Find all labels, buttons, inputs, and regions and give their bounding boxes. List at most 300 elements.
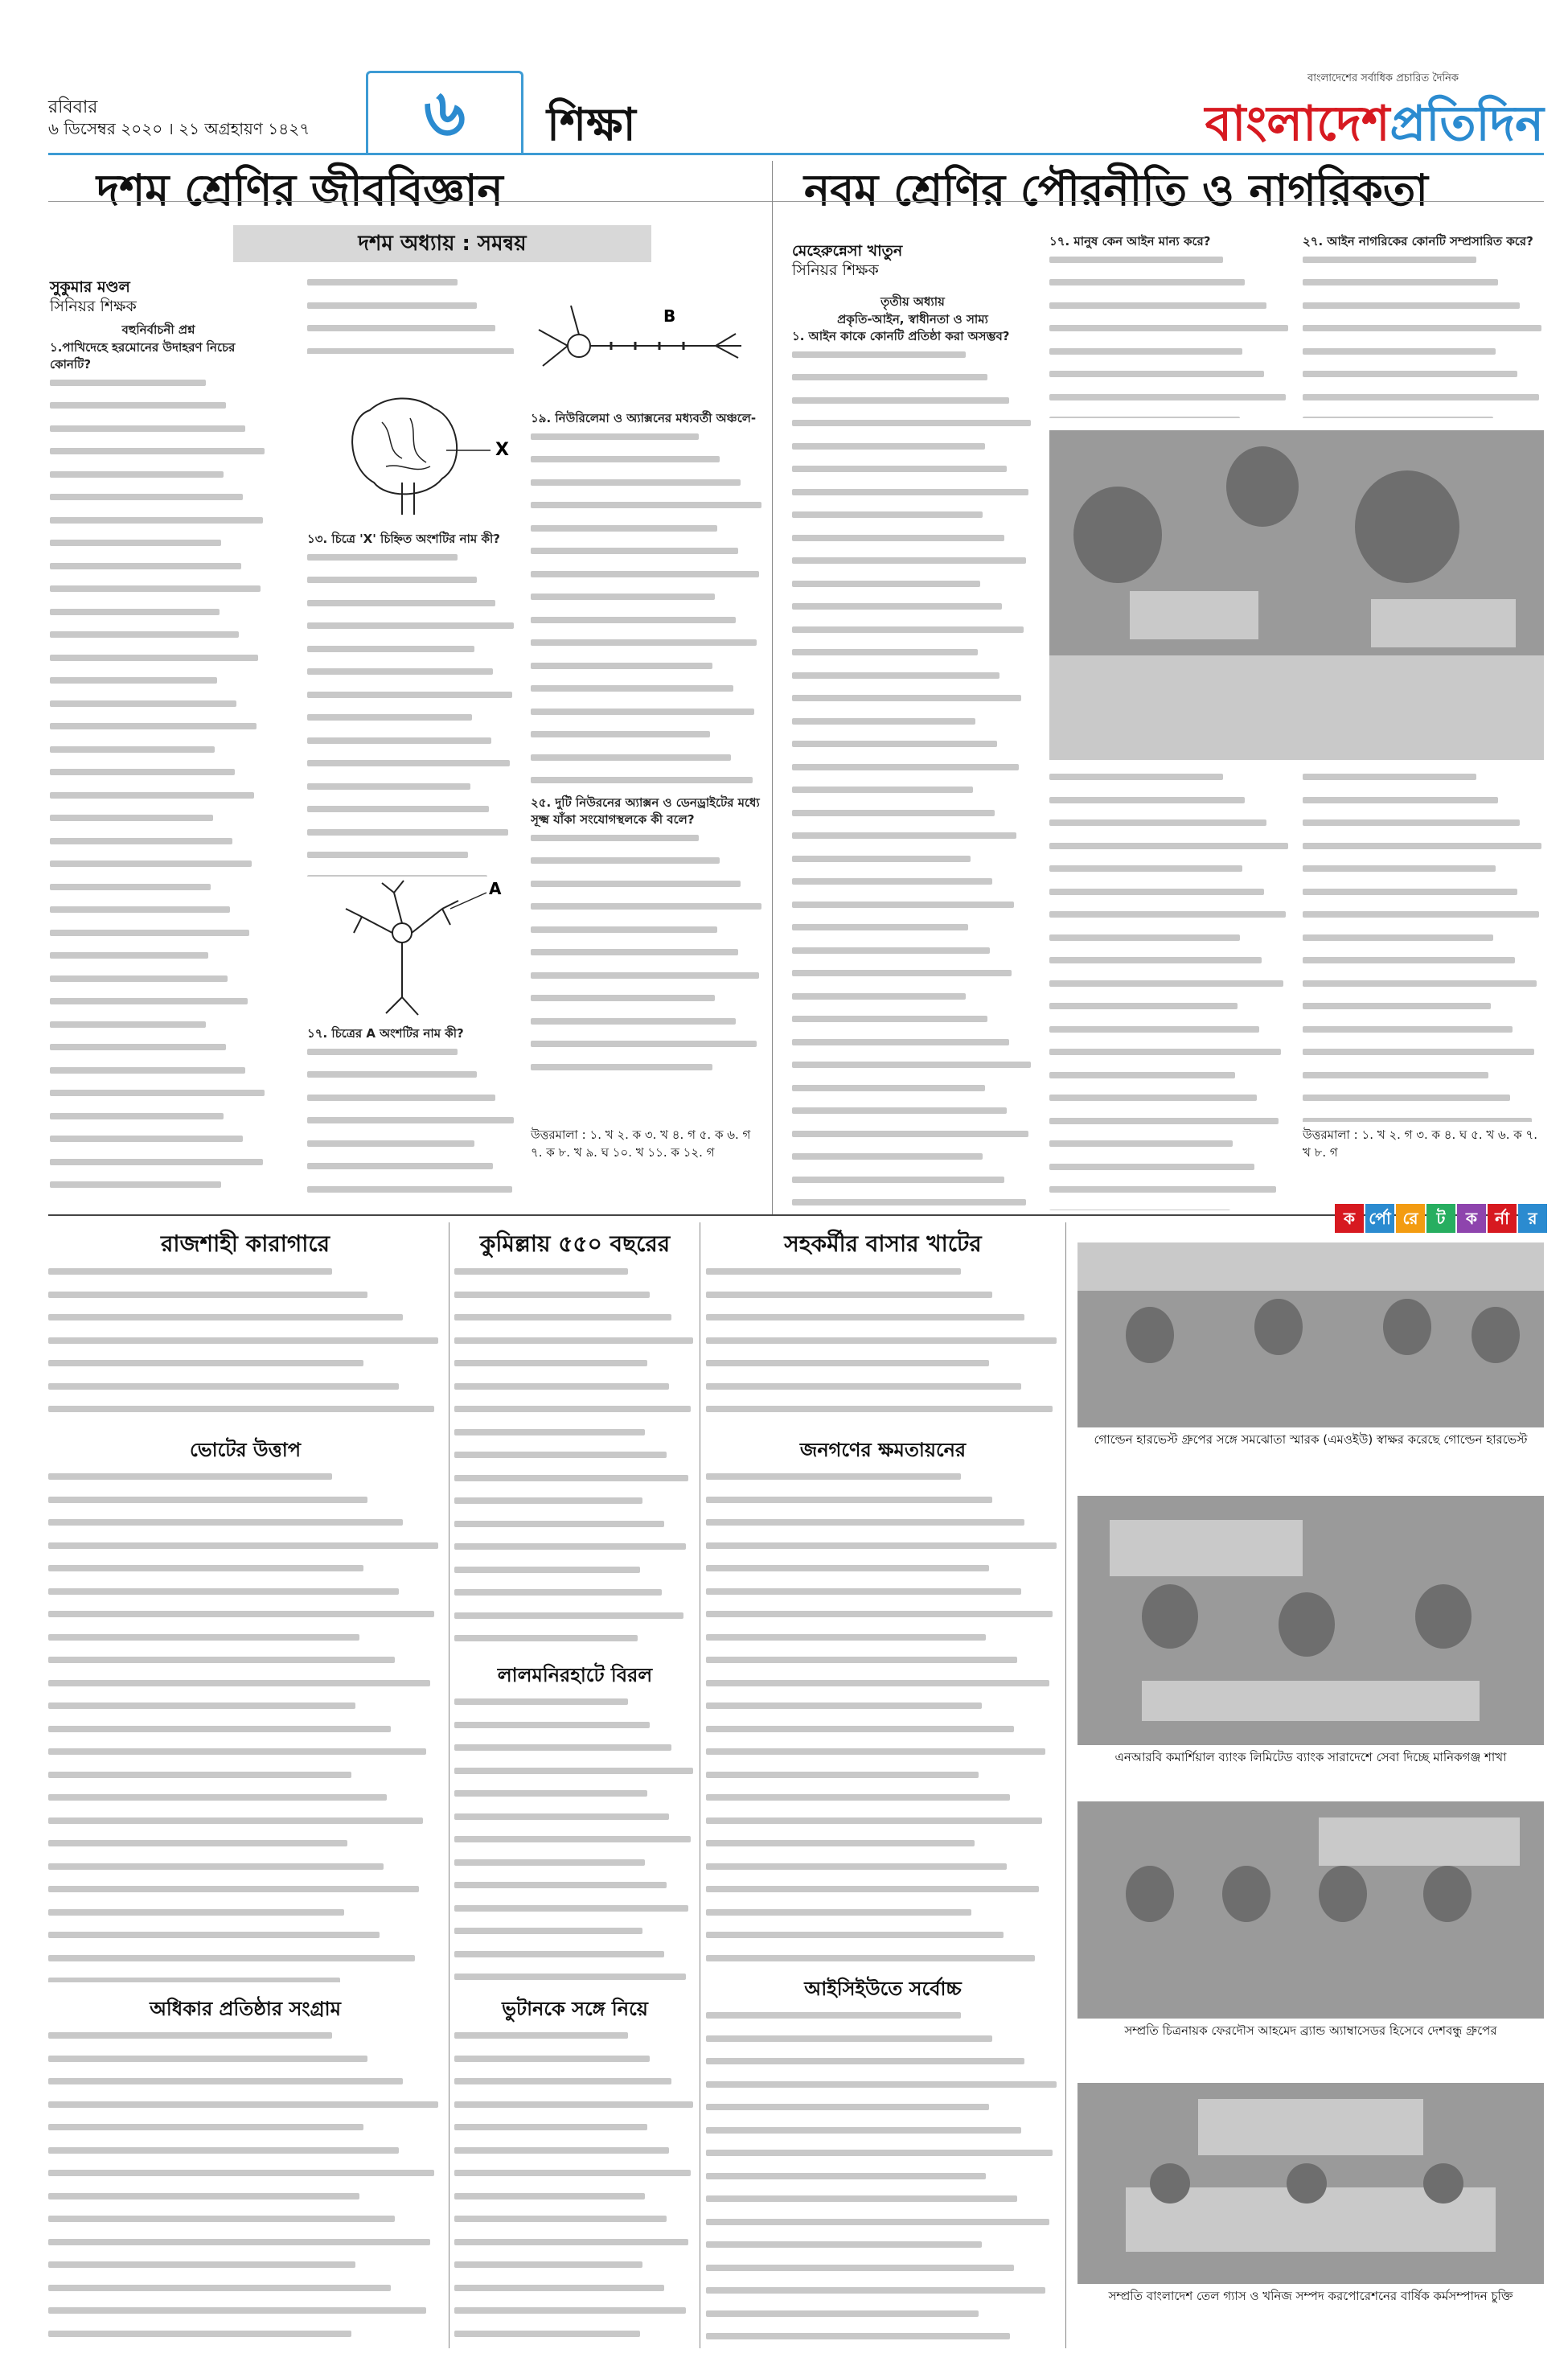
biology-author-role: সিনিয়র শিক্ষক bbox=[50, 298, 137, 315]
text-line bbox=[48, 1702, 442, 1720]
corporate-corner-header bbox=[1335, 1204, 1549, 1233]
text-line bbox=[454, 1790, 696, 1808]
text-line bbox=[50, 998, 267, 1016]
text-line bbox=[1303, 865, 1544, 883]
text-line bbox=[706, 1657, 1060, 1674]
text-line bbox=[48, 1909, 442, 1927]
text-line bbox=[531, 949, 764, 967]
filler-text bbox=[454, 1698, 696, 1982]
text-line bbox=[48, 2170, 442, 2187]
text-line bbox=[48, 2056, 442, 2073]
news-body-6 bbox=[454, 1693, 696, 1982]
biology-q17: ১৭. চিত্রের A অংশটির নাম কী? bbox=[307, 1026, 464, 1041]
text-line bbox=[1303, 394, 1544, 412]
corporate-photo-2 bbox=[1077, 1496, 1544, 1745]
text-line bbox=[792, 741, 1033, 758]
news-headline-9: আইসিইউতে সর্বোচ্চ bbox=[804, 1977, 962, 2000]
text-line bbox=[1303, 325, 1544, 343]
text-line bbox=[706, 1955, 1060, 1967]
text-line bbox=[50, 906, 267, 924]
text-line bbox=[706, 1634, 1060, 1652]
biology-col-2-top bbox=[307, 273, 516, 354]
text-line bbox=[1049, 934, 1291, 952]
civics-col-2-bottom bbox=[1049, 768, 1291, 1210]
text-line bbox=[792, 947, 1033, 965]
text-line bbox=[1049, 371, 1291, 388]
filler-text bbox=[531, 433, 764, 795]
text-line bbox=[1049, 1026, 1291, 1044]
text-line bbox=[706, 2287, 1060, 2305]
text-line bbox=[706, 1863, 1060, 1881]
biology-q25: ২৫. দুটি নিউরনের অ্যাক্সন ও ডেনড্রাইটের মধ্যে সূক্ষ্ম যাঁকা সংযোগস্থলকে কী বলে? bbox=[531, 795, 760, 827]
text-line bbox=[454, 2124, 696, 2142]
text-line bbox=[531, 685, 764, 703]
text-line bbox=[50, 792, 267, 810]
text-line bbox=[1303, 1072, 1544, 1090]
text-line bbox=[454, 1928, 696, 1945]
text-line bbox=[706, 2058, 1060, 2076]
text-line bbox=[1303, 1049, 1544, 1066]
filler-text bbox=[48, 1268, 442, 1423]
text-line bbox=[50, 425, 267, 443]
text-line bbox=[1049, 348, 1291, 366]
text-line bbox=[454, 1429, 696, 1447]
text-line bbox=[48, 1932, 442, 1949]
text-line bbox=[48, 1473, 442, 1491]
text-line bbox=[454, 1859, 696, 1877]
news-headline-4: ভোটের উত্তাপ bbox=[190, 1438, 301, 1461]
news-headline-6: লালমনিরহাটে বিরল bbox=[497, 1663, 653, 1686]
text-line bbox=[1303, 371, 1544, 388]
biology-col-2-bottom bbox=[307, 1025, 516, 1198]
text-line bbox=[792, 1085, 1033, 1103]
text-line bbox=[50, 1067, 267, 1085]
text-line bbox=[307, 1095, 516, 1112]
text-line bbox=[307, 600, 516, 618]
biology-col-2-mid bbox=[307, 531, 516, 877]
biology-q13: ১৩. চিত্রে 'X' চিহ্নিত অংশটির নাম কী? bbox=[307, 532, 500, 546]
text-line bbox=[792, 1016, 1033, 1033]
news-headline-1: রাজশাহী কারাগারে bbox=[160, 1230, 330, 1257]
text-line bbox=[706, 1337, 1060, 1355]
text-line bbox=[48, 2239, 442, 2257]
text-line bbox=[50, 585, 267, 603]
text-line bbox=[1049, 417, 1291, 418]
text-line bbox=[307, 279, 516, 297]
text-line bbox=[48, 1863, 442, 1881]
text-line bbox=[531, 594, 764, 611]
text-line bbox=[1049, 325, 1291, 343]
text-line bbox=[792, 489, 1033, 507]
text-line bbox=[48, 1588, 442, 1606]
text-line bbox=[1049, 1072, 1291, 1090]
text-line bbox=[706, 1519, 1060, 1537]
students-exam-photo bbox=[1049, 430, 1544, 760]
text-line bbox=[48, 1657, 442, 1674]
news-body-2 bbox=[454, 1263, 696, 1657]
text-line bbox=[307, 646, 516, 663]
text-line bbox=[706, 1611, 1060, 1629]
day-label: রবিবার bbox=[48, 97, 98, 117]
news-body-1 bbox=[48, 1263, 442, 1423]
news-headline-7: ভুটানকে সঙ্গে নিয়ে bbox=[502, 1997, 648, 2020]
text-line bbox=[307, 783, 516, 801]
text-line bbox=[50, 1181, 267, 1198]
text-line bbox=[50, 838, 267, 856]
text-line bbox=[531, 479, 764, 497]
text-line bbox=[50, 517, 267, 535]
text-line bbox=[792, 878, 1033, 896]
civics-author-role: সিনিয়র শিক্ষক bbox=[792, 261, 879, 279]
filler-text bbox=[706, 1473, 1060, 1966]
news-headline-5: অধিকার প্রতিষ্ঠার সংগ্রাম bbox=[150, 1997, 341, 2020]
text-line bbox=[531, 926, 764, 944]
text-line bbox=[454, 1905, 696, 1923]
text-line bbox=[454, 1314, 696, 1332]
text-line bbox=[48, 1542, 442, 1560]
text-line bbox=[531, 1041, 764, 1058]
text-line bbox=[48, 1794, 442, 1812]
text-line bbox=[531, 777, 764, 795]
text-line bbox=[792, 420, 1033, 437]
news-body-5 bbox=[48, 2027, 442, 2340]
text-line bbox=[307, 577, 516, 594]
text-line bbox=[706, 1268, 1060, 1286]
text-line bbox=[307, 760, 516, 778]
biology-author: সুকুমার মণ্ডল bbox=[50, 278, 130, 296]
text-line bbox=[454, 2331, 696, 2341]
news-headline-8: জনগণের ক্ষমতায়নের bbox=[799, 1438, 967, 1461]
text-line bbox=[792, 443, 1033, 461]
civics-q27: ২৭. আইন নাগরিকের কোনটি সম্প্রসারিত করে? bbox=[1303, 234, 1533, 248]
text-line bbox=[1303, 957, 1544, 975]
text-line bbox=[1049, 1049, 1291, 1066]
text-line bbox=[48, 1726, 442, 1744]
civics-q17: ১৭. মানুষ কেন আইন মান্য করে? bbox=[1049, 234, 1211, 248]
text-line bbox=[307, 554, 516, 572]
text-line bbox=[454, 1612, 696, 1630]
text-line bbox=[706, 1794, 1060, 1812]
text-line bbox=[48, 1955, 442, 1973]
text-line bbox=[531, 903, 764, 921]
text-line bbox=[307, 622, 516, 640]
text-line bbox=[1303, 911, 1544, 929]
text-line bbox=[531, 1064, 764, 1082]
text-line bbox=[48, 2078, 442, 2096]
text-line bbox=[1049, 911, 1291, 929]
corporate-letter-3: ট bbox=[1426, 1204, 1455, 1233]
filler-text bbox=[531, 835, 764, 1086]
corporate-photo-3 bbox=[1077, 1801, 1544, 2019]
text-line bbox=[307, 1117, 516, 1135]
neuron-figure-a bbox=[330, 877, 515, 1021]
text-line bbox=[706, 1383, 1060, 1401]
text-line bbox=[706, 1473, 1060, 1491]
text-line bbox=[1049, 889, 1291, 906]
text-line bbox=[1049, 302, 1291, 320]
header-rule bbox=[48, 153, 1544, 155]
text-line bbox=[454, 1521, 696, 1538]
text-line bbox=[1303, 1118, 1544, 1123]
text-line bbox=[1049, 1164, 1291, 1181]
text-line bbox=[1049, 1210, 1291, 1211]
text-line bbox=[792, 557, 1033, 575]
text-line bbox=[792, 1177, 1033, 1194]
text-line bbox=[706, 1292, 1060, 1309]
corporate-letter-1: র্পো bbox=[1365, 1204, 1394, 1233]
text-line bbox=[454, 1497, 696, 1515]
text-line bbox=[307, 852, 516, 869]
text-line bbox=[706, 1565, 1060, 1583]
text-line bbox=[50, 655, 267, 672]
civics-col-2-top bbox=[1049, 233, 1291, 418]
text-line bbox=[1303, 843, 1544, 860]
text-line bbox=[48, 1268, 442, 1286]
logo-part2: প্রতিদিন bbox=[1389, 96, 1544, 152]
text-line bbox=[792, 581, 1033, 598]
text-line bbox=[307, 829, 516, 847]
text-line bbox=[48, 2101, 442, 2119]
filler-text bbox=[792, 351, 1033, 1211]
filler-text bbox=[1049, 774, 1291, 1210]
text-line bbox=[50, 402, 267, 420]
text-line bbox=[706, 1406, 1060, 1423]
text-line bbox=[307, 1186, 516, 1199]
text-line bbox=[307, 348, 516, 355]
text-line bbox=[454, 1452, 696, 1469]
text-line bbox=[531, 502, 764, 520]
biology-q1: ১.পাখিদেহে হরমোনের উদাহরণ নিচের কোনটি? bbox=[50, 339, 236, 372]
text-line bbox=[792, 626, 1033, 644]
text-line bbox=[50, 380, 267, 397]
text-line bbox=[531, 571, 764, 589]
text-line bbox=[1303, 1026, 1544, 1044]
text-line bbox=[792, 810, 1033, 828]
filler-text bbox=[50, 380, 267, 1199]
text-line bbox=[48, 1840, 442, 1858]
text-line bbox=[454, 2261, 696, 2279]
text-line bbox=[50, 494, 267, 511]
civics-author: মেহেরুন্নেসা খাতুন bbox=[792, 242, 903, 260]
text-line bbox=[1303, 797, 1544, 815]
text-line bbox=[531, 754, 764, 772]
text-line bbox=[706, 2173, 1060, 2191]
text-line bbox=[48, 1406, 442, 1423]
text-line bbox=[454, 2216, 696, 2233]
text-line bbox=[48, 1360, 442, 1378]
text-line bbox=[706, 1702, 1060, 1720]
text-line bbox=[50, 860, 267, 878]
text-line bbox=[792, 718, 1033, 736]
text-line bbox=[50, 952, 267, 970]
text-line bbox=[48, 2193, 442, 2211]
corporate-caption-2: এনআরবি কমার্শিয়াল ব্যাংক লিমিটেড ব্যাংক সারাদেশে সেবা দিচ্ছে মানিকগঞ্জ শাখা bbox=[1114, 1750, 1507, 1764]
text-line bbox=[454, 1360, 696, 1378]
text-line bbox=[792, 924, 1033, 942]
text-line bbox=[792, 902, 1033, 919]
text-line bbox=[454, 2032, 696, 2050]
text-line bbox=[792, 672, 1033, 690]
filler-text bbox=[307, 1049, 516, 1199]
text-line bbox=[792, 649, 1033, 667]
biology-title: দশম শ্রেণির জীববিজ্ঞান bbox=[96, 164, 503, 216]
text-line bbox=[48, 2124, 442, 2142]
text-line bbox=[531, 881, 764, 898]
text-line bbox=[792, 970, 1033, 988]
text-line bbox=[454, 1543, 696, 1561]
text-line bbox=[454, 2307, 696, 2325]
corporate-photo-4 bbox=[1077, 2083, 1544, 2284]
text-line bbox=[1049, 819, 1291, 837]
text-line bbox=[792, 764, 1033, 782]
text-line bbox=[50, 746, 267, 764]
title-rule bbox=[48, 201, 1544, 202]
news-body-7 bbox=[454, 2027, 696, 2340]
text-line bbox=[48, 1519, 442, 1537]
biology-col-1 bbox=[50, 322, 267, 1198]
text-line bbox=[307, 1049, 516, 1066]
text-line bbox=[454, 1337, 696, 1355]
text-line bbox=[706, 1360, 1060, 1378]
text-line bbox=[48, 1611, 442, 1629]
chapter-box: দশম অধ্যায় : সমন্বয় bbox=[233, 225, 651, 262]
civics-col-3-top bbox=[1303, 233, 1544, 418]
text-line bbox=[48, 1565, 442, 1583]
corporate-caption-1: গোল্ডেন হারভেস্ট গ্রুপের সঙ্গে সমঝোতা স্মারক (এমওইউ) স্বাক্ষর করেছে গোল্ডেন হারভেস্ট bbox=[1094, 1432, 1528, 1447]
text-line bbox=[792, 351, 1033, 369]
text-line bbox=[1049, 279, 1291, 297]
text-line bbox=[706, 2035, 1060, 2053]
text-line bbox=[50, 677, 267, 695]
text-line bbox=[454, 1744, 696, 1762]
article-divider bbox=[772, 161, 773, 1214]
text-line bbox=[454, 2101, 696, 2119]
text-line bbox=[50, 700, 267, 718]
text-line bbox=[48, 2285, 442, 2302]
text-line bbox=[706, 2127, 1060, 2145]
text-line bbox=[1049, 1140, 1291, 1158]
news-body-3 bbox=[706, 1263, 1060, 1423]
text-line bbox=[531, 663, 764, 680]
civics-title: নবম শ্রেণির পৌরনীতি ও নাগরিকতা bbox=[804, 164, 1428, 216]
text-line bbox=[48, 1314, 442, 1332]
text-line bbox=[706, 1772, 1060, 1789]
text-line bbox=[1303, 279, 1544, 297]
text-line bbox=[531, 972, 764, 990]
text-line bbox=[48, 2216, 442, 2233]
text-line bbox=[706, 2150, 1060, 2167]
text-line bbox=[706, 2333, 1060, 2340]
corporate-letter-5: র্না bbox=[1488, 1204, 1517, 1233]
text-line bbox=[1049, 257, 1291, 274]
text-line bbox=[48, 2261, 442, 2279]
biology-col-3 bbox=[531, 410, 764, 1086]
text-line bbox=[1303, 302, 1544, 320]
text-line bbox=[50, 930, 267, 947]
text-line bbox=[454, 1268, 696, 1286]
text-line bbox=[454, 1567, 696, 1584]
news-body-9 bbox=[706, 2006, 1060, 2340]
text-line bbox=[706, 1886, 1060, 1904]
text-line bbox=[792, 397, 1033, 415]
text-line bbox=[1049, 1003, 1291, 1021]
text-line bbox=[792, 856, 1033, 873]
text-line bbox=[1049, 797, 1291, 815]
civics-chapter-sub: প্রকৃতি-আইন, স্বাধীনতা ও সাম্য bbox=[837, 311, 988, 327]
text-line bbox=[706, 1840, 1060, 1858]
text-line bbox=[706, 2081, 1060, 2099]
text-line bbox=[706, 1497, 1060, 1514]
civics-q1: ১. আইন কাকে কোনটি প্রতিষ্ঠা করা অসম্ভব? bbox=[792, 329, 1010, 343]
text-line bbox=[792, 535, 1033, 552]
text-line bbox=[1049, 1186, 1291, 1204]
text-line bbox=[454, 1406, 696, 1423]
text-line bbox=[706, 1680, 1060, 1698]
news-body-8 bbox=[706, 1468, 1060, 1966]
text-line bbox=[307, 1163, 516, 1181]
text-line bbox=[454, 1974, 696, 1982]
text-line bbox=[1303, 980, 1544, 998]
text-line bbox=[50, 563, 267, 581]
logo-tagline: বাংলাদেশের সর্বাধিক প্রচারিত দৈনিক bbox=[1307, 72, 1459, 84]
text-line bbox=[307, 302, 516, 320]
newspaper-logo bbox=[1190, 87, 1544, 167]
text-line bbox=[48, 1634, 442, 1652]
text-line bbox=[706, 1748, 1060, 1766]
text-line bbox=[1049, 1095, 1291, 1112]
text-line bbox=[454, 1951, 696, 1969]
text-line bbox=[48, 1772, 442, 1789]
text-line bbox=[454, 2170, 696, 2187]
mcq-section-label: বহুনির্বাচনী প্রশ্ন bbox=[121, 322, 195, 337]
text-line bbox=[454, 1722, 696, 1739]
figure-b-label: B bbox=[663, 306, 676, 326]
text-line bbox=[792, 787, 1033, 804]
text-line bbox=[706, 2012, 1060, 2030]
text-line bbox=[706, 2241, 1060, 2259]
text-line bbox=[48, 1748, 442, 1766]
text-line bbox=[454, 1836, 696, 1854]
filler-text bbox=[1303, 774, 1544, 1122]
text-line bbox=[706, 1726, 1060, 1744]
text-line bbox=[48, 1817, 442, 1835]
text-line bbox=[706, 1932, 1060, 1949]
text-line bbox=[454, 2056, 696, 2073]
text-line bbox=[454, 1813, 696, 1831]
text-line bbox=[531, 617, 764, 635]
lower-section-rule bbox=[48, 1214, 1544, 1216]
text-line bbox=[50, 975, 267, 993]
corporate-photo-1 bbox=[1077, 1242, 1544, 1427]
brain-figure bbox=[338, 386, 515, 523]
text-line bbox=[531, 857, 764, 875]
news-divider-3 bbox=[1065, 1222, 1066, 2348]
corporate-letter-0: ক bbox=[1335, 1204, 1364, 1233]
text-line bbox=[706, 1817, 1060, 1835]
news-headline-3: সহকর্মীর বাসার খাটের bbox=[784, 1230, 982, 1257]
text-line bbox=[454, 2078, 696, 2096]
text-line bbox=[1303, 774, 1544, 791]
text-line bbox=[454, 1635, 696, 1653]
text-line bbox=[531, 835, 764, 852]
text-line bbox=[48, 1886, 442, 1904]
text-line bbox=[706, 1542, 1060, 1560]
text-line bbox=[48, 1497, 442, 1514]
text-line bbox=[1303, 257, 1544, 274]
figure-a-label: A bbox=[489, 879, 502, 898]
text-line bbox=[1303, 934, 1544, 952]
text-line bbox=[454, 2193, 696, 2211]
